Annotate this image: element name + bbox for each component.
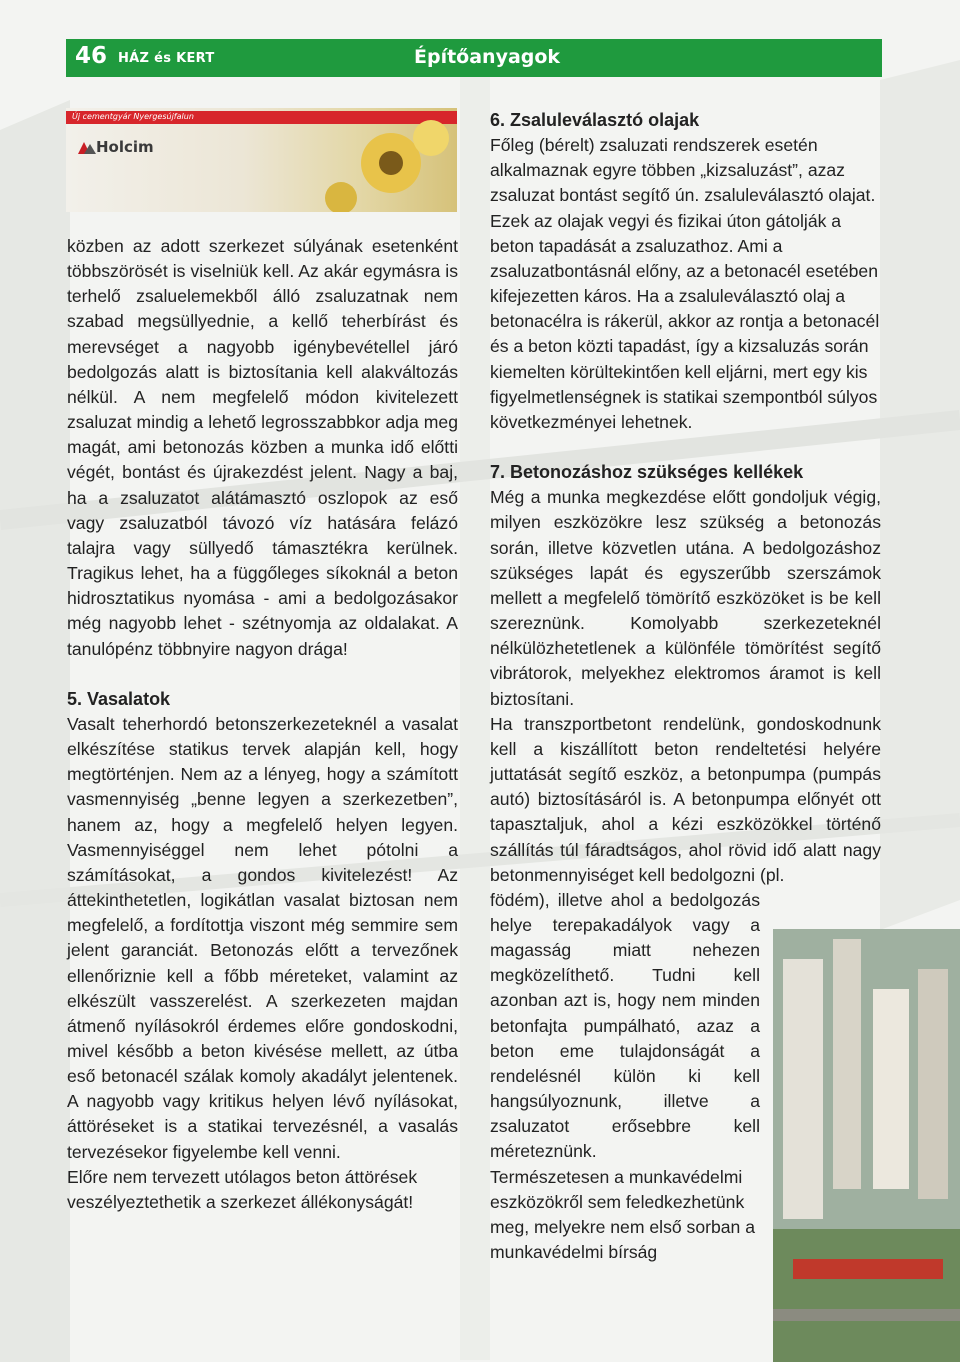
ad-brand: Holcim [96,138,154,156]
page-number: 46 [75,43,108,69]
holcim-advertisement [66,108,457,212]
section5-paragraph: Vasalt teherhordó betonszerkezeteknél a vasalat elkészítése statikus tervek alapján kell, hogy megtörténjen. Nem az a lényeg, hogy a számított vasmennyiség „benne legyen a szerkezetben”, hanem az, hogy a megfelelő helyen legyen. Vasmennyiséggel nem lehet pótolni a számításokat, a gondos kivitelezést! Az áttekinthetetlen, logikátlan vasalat biztosan nem megfelelő, a fordítottja viszont még semmire sem jelent garanciát. Betonozás előtt a tervezőnek ellenőriznie kell a főbb méreteket, valamint az elkészült vasszerelést. A szerkezeten majdan átmenő nyílásokról érdemes előre gondoskodni, mivel később a beton kivésése mellett, az útba eső betonacél szálak komoly akadályt jelentenek. A nagyobb vagy kritikus helyen lévő nyílásokat, áttöréseket is a statikai tervezésnél, a vasalás tervezésekor figyelembe kell venni. [67,713,458,1162]
intro-paragraph: közben az adott szerkezet súlyának esetenként többszörösét is viselniük kell. Az akár egymásra is terhelő zsaluelemekből álló zsaluzatnak nem szabad megsüllyednie, a kellő teherbírást és merevséget a nagyobb igénybevétellel járó bedolgozás alatt is biztosítania kell alakváltozás nélkül. A nem megfelelő módon kivitelezett zsaluzat mindig a lehető legrosszabbkor adja meg magát, ami betonozás közben a munka idő előtti végét, bontást és újrakezdést jelent. Nagy a baj, ha a zsaluzatot alátámasztó oszlopok az eső vagy zsaluzatból távozó víz hatására felázó talajra vagy süllyedő támasztékra kerülnek. Tragikus lehet, ha a függőleges síkoknál a beton hidrosztatikus nyomása - ami a bedolgozásakor még nagyobb lehet - szétnyomja az oldalakat. A tanulópénz többnyire nagyon drága! [67,236,458,659]
section6-heading: 6. Zsaluleválasztó olajak [490,110,700,130]
section7-paragraph-3: Természetesen a munkavédelmi eszközökről sem feledkezhetünk meg, melyekre nem első sorban a munkavédelmi bírság [490,1166,756,1263]
section7-paragraph-2-cont: födém), illetve ahol a bedolgozás helye terepakadályok vagy a magasság miatt nehezen megközelíthető. Tudni kell azonban azt is, hogy nem minden betonfajta pumpálható, azaz a beton eme tulajdonságát a rendelésnél külön ki kell hangsúlyoznunk, illetve a zsaluzatot erősebbre kell méreteznünk. [490,889,760,1162]
concrete-plant-model-photo [773,929,960,1362]
plant-model-illustration [773,929,960,1362]
section5-heading: 5. Vasalatok [67,688,171,709]
section5-warning: Előre nem tervezett utólagos beton áttörések veszélyeztethetik a szerkezet állékonyságát! [67,1166,418,1212]
left-column [67,234,458,1215]
sunflower-image [311,118,451,212]
section6-paragraph: Főleg (bérelt) zsaluzati rendszerek esetén alkalmaznak egyre többen „kizsaluzást”, azaz zsaluzat bontást segítő ún. zsaluleválasztó olajat. Ezek az olajak vegyi és fizikai úton gátolják a beton tapadását a zsaluzathoz. Ami a zsaluzatbontásnál előny, az a betonacél esetében kifejezetten káros. Ha a zsaluleválasztó olaj a betonacélra is rákerül, akkor az rontja a betonacél és a beton közti tapadást, így a kizsaluzás során kiemelten körültekintően kell eljárni, mert egy kis figyelmetlenségnek is statikai szempontból súlyos következményei lehetnek. [490,135,880,432]
section7-paragraph-2: Ha transzportbetont rendelünk, gondoskodnunk kell a kiszállított beton rendeltetési helyére juttatását segítő eszköz, a betonpumpa (pumpás autó) biztosításáról is. A betonpumpa előnyét ott tapasztaljuk, ahol a kézi eszközökkel történő szállítás túl fáradtságos, ahol rövid idő alatt nagy betonmennyiséget kell bedolgozni (pl. [490,713,881,885]
magazine-name: HÁZ és KERT [118,51,215,66]
section7-paragraph-1: Még a munka megkezdése előtt gondoljuk végig, milyen eszközökre lesz szükség a betonozás során, illetve közvetlen utána. A bedolgozáshoz szükséges lapát és egyszerűbb szerszámok mellett a megfelelő tömörítő eszközöket is be kell szereznünk. Komolyabb szerkezeteknél nélkülözhetetlenek a különféle tömörítést segítő vibrátorok, melyekhez elektromos áramot is kell biztosítani. [490,487,881,709]
section7-heading: 7. Betonozáshoz szükséges kellékek [490,462,804,483]
section-title: Építőanyagok [414,46,561,68]
page-header [66,39,882,77]
ad-tagline: Új cementgyár Nyergesújfalun [72,112,194,121]
